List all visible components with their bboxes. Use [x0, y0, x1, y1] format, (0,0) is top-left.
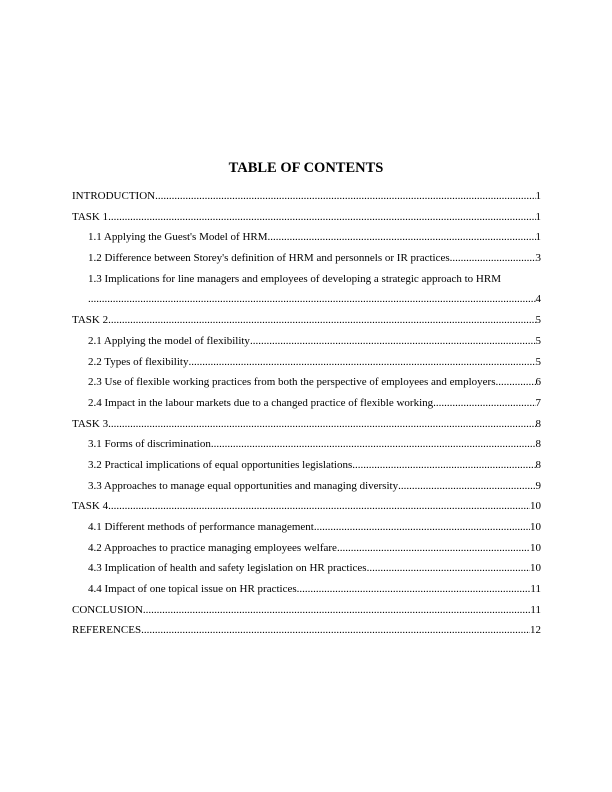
toc-entry-label: 1.3 Implications for line managers and employees of developing a strategic approach to HRM [88, 272, 501, 285]
toc-dot-leader [108, 418, 535, 430]
toc-page-number: 3 [535, 252, 541, 265]
toc-entry-label: TASK 4 [72, 500, 109, 513]
toc-entry-label: REFERENCES [72, 624, 142, 637]
toc-entry-1-3-continuation[interactable] [72, 293, 541, 314]
toc-page-number: 5 [535, 355, 541, 368]
toc-dot-leader [211, 438, 536, 450]
toc-entry-label: 1.2 Difference between Storey's definition of HRM and personnels or IR practices [88, 252, 450, 265]
toc-entry-label: INTRODUCTION [72, 190, 156, 202]
toc-dot-leader [297, 583, 531, 595]
toc-dot-leader [250, 335, 536, 347]
toc-entry-label: 4.2 Approaches to practice managing employees welfare [88, 541, 337, 554]
toc-entry-label: CONCLUSION [72, 603, 143, 616]
toc-dot-leader [352, 459, 535, 471]
toc-page-number: 12 [530, 624, 541, 637]
toc-entry-3-2[interactable] [72, 459, 541, 480]
toc-entry-2-2[interactable] [72, 356, 541, 377]
toc-page-number: 10 [530, 521, 541, 533]
toc-entry-task-1[interactable] [72, 211, 541, 232]
toc-page-number: 8 [535, 417, 541, 430]
toc-page-number: 8 [535, 438, 541, 451]
toc-entry-2-3[interactable] [72, 376, 541, 397]
toc-entry-references[interactable] [72, 624, 541, 645]
toc-dot-leader [108, 211, 535, 223]
toc-page-number: 9 [535, 479, 541, 492]
toc-entry-label: TASK 1 [72, 210, 109, 223]
toc-entry-1-2[interactable] [72, 252, 541, 273]
toc-entry-label: 2.1 Applying the model of flexibility [88, 334, 250, 347]
toc-page-number: 5 [535, 314, 541, 327]
toc-entry-introduction[interactable] [72, 190, 541, 211]
toc-entry-1-1[interactable] [72, 231, 541, 252]
toc-entry-3-3[interactable] [72, 480, 541, 501]
toc-entry-label: 4.1 Different methods of performance management [88, 521, 314, 533]
toc-dot-leader [268, 231, 536, 243]
toc-entry-1-3[interactable] [72, 273, 541, 294]
toc-dot-leader [108, 314, 535, 326]
toc-entry-label: 3.2 Practical implications of equal opportunities legislations [88, 458, 353, 471]
toc-entry-label: 2.4 Impact in the labour markets due to a changed practice of flexible working [88, 396, 434, 409]
toc-entry-label: 4.3 Implication of health and safety legislation on HR practices [88, 562, 367, 575]
toc-dot-leader [433, 397, 535, 409]
toc-entry-4-3[interactable] [72, 562, 541, 583]
toc-entry-task-3[interactable] [72, 418, 541, 439]
toc-dot-leader [155, 190, 535, 202]
toc-page-number: 11 [530, 603, 541, 616]
toc-entry-task-2[interactable] [72, 314, 541, 335]
toc-entry-4-2[interactable] [72, 542, 541, 563]
toc-entry-label: 3.3 Approaches to manage equal opportunities and managing diversity [88, 479, 399, 492]
toc-entry-4-1[interactable] [72, 521, 541, 542]
toc-dot-leader [314, 521, 530, 533]
toc-dot-leader [495, 376, 535, 388]
toc-dot-leader [337, 542, 530, 554]
toc-entry-label: 2.2 Types of flexibility [88, 355, 189, 368]
toc-entry-label: 4.4 Impact of one topical issue on HR practices [88, 583, 297, 596]
toc-page-number: 5 [535, 334, 541, 347]
toc-dot-leader [367, 562, 530, 574]
toc-entry-3-1[interactable] [72, 438, 541, 459]
toc-dot-leader [188, 356, 535, 368]
table-of-contents [72, 190, 541, 645]
toc-page-number: 11 [530, 583, 541, 596]
toc-page-number: 7 [535, 396, 541, 409]
toc-page-number: 4 [535, 293, 541, 306]
toc-page-number: 1 [535, 231, 541, 244]
toc-dot-leader [141, 624, 530, 636]
toc-entry-label: TASK 2 [72, 314, 109, 327]
toc-entry-2-1[interactable] [72, 335, 541, 356]
toc-entry-conclusion[interactable] [72, 604, 541, 625]
toc-page-number: 8 [535, 458, 541, 471]
toc-page-number: 10 [530, 500, 541, 513]
toc-page-number: 10 [530, 541, 541, 554]
toc-entry-label: TASK 3 [72, 417, 109, 430]
toc-entry-label: 2.3 Use of flexible working practices from both the perspective of employees and employers [88, 376, 496, 389]
toc-entry-2-4[interactable] [72, 397, 541, 418]
toc-page-number: 6 [535, 376, 541, 389]
toc-entry-label: 3.1 Forms of discrimination [88, 438, 211, 451]
toc-dot-leader [450, 252, 536, 264]
toc-dot-leader [143, 604, 531, 616]
toc-page-number: 1 [535, 190, 541, 202]
toc-title: TABLE OF CONTENTS [228, 160, 384, 176]
toc-entry-task-4[interactable] [72, 500, 541, 521]
toc-page-number: 1 [535, 210, 541, 223]
toc-entry-label: 1.1 Applying the Guest's Model of HRM [88, 231, 268, 244]
toc-dot-leader [88, 293, 536, 305]
toc-page-number: 10 [530, 562, 541, 575]
toc-entry-4-4[interactable] [72, 583, 541, 604]
toc-dot-leader [108, 500, 530, 512]
toc-dot-leader [398, 480, 535, 492]
